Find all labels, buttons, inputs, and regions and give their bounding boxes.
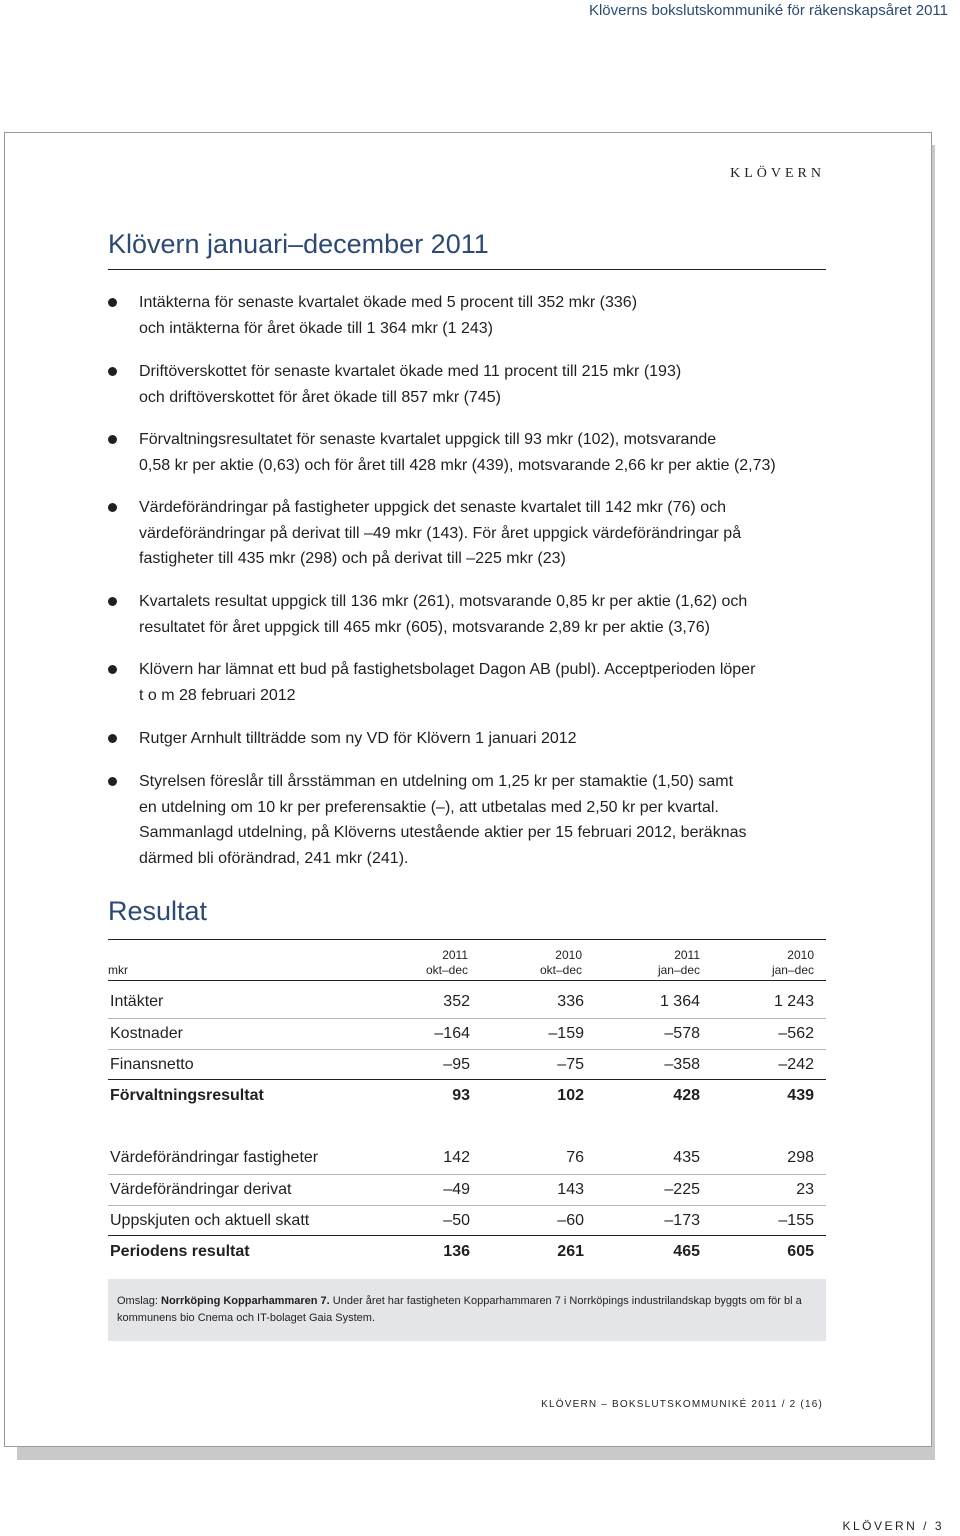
table-cell: –173 — [664, 1212, 700, 1229]
table-row — [108, 1050, 826, 1081]
table-cell: 143 — [557, 1181, 584, 1198]
table-cell: 336 — [557, 993, 584, 1010]
row-label: Periodens resultat — [110, 1243, 250, 1260]
row-label: Intäkter — [110, 993, 164, 1010]
table-cell: –242 — [778, 1056, 814, 1073]
bullet-icon — [108, 597, 117, 606]
table-cell: 439 — [787, 1087, 814, 1104]
table-cell: –50 — [443, 1212, 470, 1229]
column-header-period: jan–dec — [771, 963, 814, 977]
table-row-subtotal — [108, 1081, 826, 1112]
table-row — [108, 1175, 826, 1206]
table-cell: –155 — [778, 1212, 814, 1229]
list-item-text: Intäkterna för senaste kvartalet ökade med 5 procent till 352 mkr (336) och intäkterna för året ökade till 1 364 mkr (1 243) — [139, 294, 638, 337]
bullet-icon — [108, 503, 117, 512]
list-item-text: Värdeförändringar på fastigheter uppgick det senaste kvartalet till 142 mkr (76) och värdeförändringar på derivat till –49 mkr (143). För året uppgick värdeförändringar på fastigheter till 435 mkr (298) och på derivat till –225 mkr (23) — [139, 499, 742, 568]
table-cell: 136 — [443, 1243, 470, 1260]
table-unit-label: mkr — [108, 963, 128, 977]
list-item-text: Kvartalets resultat uppgick till 136 mkr (261), motsvarande 0,85 kr per aktie (1,62) och resultatet för året uppgick till 465 mkr (605), motsvarande 2,89 kr per aktie (3,76) — [139, 593, 748, 636]
table-row — [108, 987, 826, 1018]
row-label: Värdeförändringar derivat — [110, 1181, 292, 1198]
caption-rest: Under året har fastigheten Kopparhammaren 7 i Norrköpings industrilandskap byggts om för bl a kommunens bio Cnema och IT-bolaget Gaia System. — [117, 1295, 802, 1324]
table-cell: –49 — [443, 1181, 470, 1198]
caption-prefix: Omslag: — [117, 1295, 162, 1307]
table-cell: 261 — [557, 1243, 584, 1260]
table-row — [108, 1206, 826, 1237]
table-cell: 605 — [787, 1243, 814, 1260]
table-cell: 102 — [557, 1087, 584, 1104]
page-footer: KLÖVERN – BOKSLUTSKOMMUNIKÉ 2011 / 2 (16) — [541, 1399, 823, 1410]
table-cell: –164 — [434, 1025, 470, 1042]
row-divider — [108, 1235, 826, 1236]
row-label: Kostnader — [110, 1025, 183, 1042]
row-label: Förvaltningsresultat — [110, 1087, 264, 1104]
title-divider — [108, 269, 826, 270]
column-header-period: okt–dec — [425, 963, 468, 977]
table-cell: –225 — [664, 1181, 700, 1198]
row-divider — [108, 1079, 826, 1080]
table-cell: –75 — [557, 1056, 584, 1073]
cover-caption — [117, 1293, 817, 1327]
table-row-total — [108, 1237, 826, 1268]
table-row — [108, 1019, 826, 1050]
table-cell: 1 364 — [659, 993, 700, 1010]
table-cell: –95 — [443, 1056, 470, 1073]
page-title: Klövern januari–december 2011 — [108, 229, 489, 259]
table-cell: 142 — [443, 1149, 470, 1166]
table-cell: 352 — [443, 993, 470, 1010]
column-header-period: okt–dec — [539, 963, 582, 977]
list-item-text: Rutger Arnhult tillträdde som ny VD för Klövern 1 januari 2012 — [139, 730, 577, 747]
row-label: Uppskjuten och aktuell skatt — [110, 1212, 310, 1229]
column-header — [348, 948, 468, 978]
table-cell: –562 — [778, 1025, 814, 1042]
table-row — [108, 1143, 826, 1174]
table-cell: 93 — [452, 1087, 470, 1104]
column-header — [462, 948, 582, 978]
column-header — [694, 948, 814, 978]
table-cell: 435 — [673, 1149, 700, 1166]
row-label: Finansnetto — [110, 1056, 194, 1073]
table-cell: –358 — [664, 1056, 700, 1073]
column-header-year: 2010 — [555, 948, 582, 962]
brand-logo: KLÖVERN — [730, 166, 825, 181]
cover-caption-box — [108, 1279, 826, 1341]
row-label: Värdeförändringar fastigheter — [110, 1149, 319, 1166]
document-header: Klöverns bokslutskommuniké för räkenskapsåret 2011 — [588, 2, 948, 19]
table-cell: 465 — [673, 1243, 700, 1260]
bullet-icon — [108, 367, 117, 376]
table-cell: 298 — [787, 1149, 814, 1166]
table-top-divider — [108, 939, 826, 940]
table-cell: 428 — [673, 1087, 700, 1104]
section-title-result: Resultat — [108, 896, 208, 926]
bullet-icon — [108, 435, 117, 444]
bullet-icon — [108, 734, 117, 743]
page-number: KLÖVERN / 3 — [842, 1519, 944, 1533]
header-divider — [108, 980, 826, 981]
table-cell: 76 — [566, 1149, 584, 1166]
table-cell: –578 — [664, 1025, 700, 1042]
column-header-year: 2011 — [674, 948, 700, 962]
bullet-icon — [108, 777, 117, 786]
column-header — [580, 948, 700, 978]
bullet-icon — [108, 298, 117, 307]
table-cell: 23 — [796, 1181, 814, 1198]
bullet-icon — [108, 665, 117, 674]
column-header-period: jan–dec — [657, 963, 700, 977]
table-cell: 1 243 — [773, 993, 814, 1010]
list-item-text: Styrelsen föreslår till årsstämman en utdelning om 1,25 kr per stamaktie (1,50) samt en utdelning om 10 kr per preferensaktie (–), att utbetalas med 2,50 kr per kvartal. Sammanlagd utdelning, på Klöverns utestående aktier per 15 februari 2012, beräknas därmed bli oförändrad, 241 mkr (241). — [139, 773, 747, 867]
table-cell: –159 — [548, 1025, 584, 1042]
column-header-year: 2011 — [442, 948, 468, 962]
page-sheet — [4, 132, 932, 1447]
list-item-text: Förvaltningsresultatet för senaste kvartalet uppgick till 93 mkr (102), motsvarande 0,58 kr per aktie (0,63) och för året till 428 mkr (439), motsvarande 2,66 kr per aktie (2,73) — [139, 431, 776, 474]
list-item-text: Klövern har lämnat ett bud på fastighetsbolaget Dagon AB (publ). Acceptperioden löper t o m 28 februari 2012 — [139, 661, 756, 704]
list-item-text: Driftöverskottet för senaste kvartalet ökade med 11 procent till 215 mkr (193) och driftöverskottet för året ökade till 857 mkr (745) — [139, 363, 682, 406]
table-cell: –60 — [557, 1212, 584, 1229]
column-header-year: 2010 — [787, 948, 814, 962]
caption-bold: Norrköping Kopparhammaren 7. — [161, 1295, 330, 1307]
